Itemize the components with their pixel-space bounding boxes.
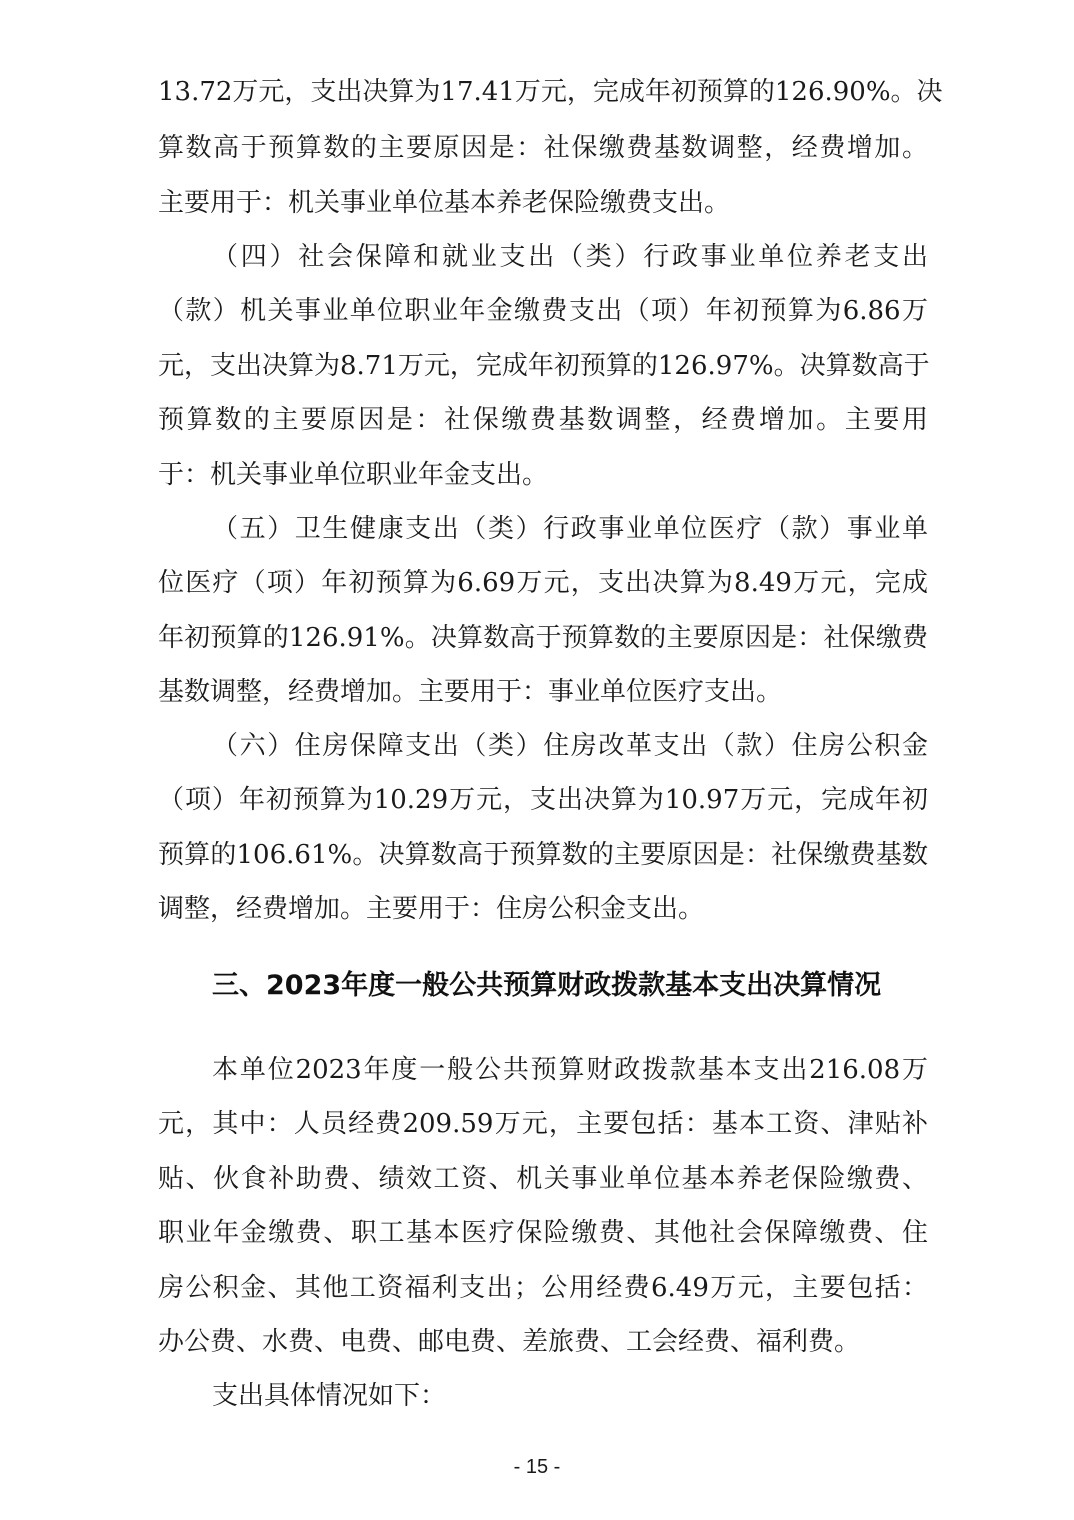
- paragraph-1-line-2: 算数高于预算数的主要原因是：社保缴费基数调整，经费增加。: [158, 133, 928, 163]
- paragraph-2-line-5: 于：机关事业单位职业年金支出。: [158, 460, 549, 490]
- paragraph-5-line-1: 本单位2023年度一般公共预算财政拨款基本支出216.08万: [212, 1055, 928, 1085]
- paragraph-3-line-2: 位医疗（项）年初预算为6.69万元，支出决算为8.49万元，完成: [158, 568, 928, 598]
- paragraph-5-line-6: 办公费、水费、电费、邮电费、差旅费、工会经费、福利费。: [158, 1327, 861, 1357]
- paragraph-5-line-2: 元，其中：人员经费209.59万元，主要包括：基本工资、津贴补: [158, 1109, 928, 1139]
- paragraph-2-line-2: （款）机关事业单位职业年金缴费支出（项）年初预算为6.86万: [158, 296, 928, 326]
- paragraph-4-line-4: 调整，经费增加。主要用于：住房公积金支出。: [158, 894, 705, 924]
- section-heading: 三、2023年度一般公共预算财政拨款基本支出决算情况: [212, 970, 882, 1001]
- paragraph-4-line-2: （项）年初预算为10.29万元，支出决算为10.97万元，完成年初: [158, 785, 928, 815]
- paragraph-2-line-3: 元，支出决算为8.71万元，完成年初预算的126.97%。决算数高于: [158, 351, 930, 381]
- paragraph-2-line-4: 预算数的主要原因是：社保缴费基数调整，经费增加。主要用: [158, 405, 928, 435]
- paragraph-1-line-3: 主要用于：机关事业单位基本养老保险缴费支出。: [158, 188, 731, 218]
- paragraph-5-line-5: 房公积金、其他工资福利支出；公用经费6.49万元，主要包括：: [158, 1273, 928, 1303]
- paragraph-3-line-1: （五）卫生健康支出（类）行政事业单位医疗（款）事业单: [212, 514, 928, 544]
- paragraph-6-line-1: 支出具体情况如下：: [212, 1381, 447, 1411]
- paragraph-1-line-1: 13.72万元，支出决算为17.41万元，完成年初预算的126.90%。决: [158, 77, 943, 107]
- page-number: - 15 -: [513, 1456, 561, 1478]
- paragraph-4-line-3: 预算的106.61%。决算数高于预算数的主要原因是：社保缴费基数: [158, 840, 928, 870]
- paragraph-3-line-4: 基数调整，经费增加。主要用于：事业单位医疗支出。: [158, 677, 783, 707]
- paragraph-4-line-1: （六）住房保障支出（类）住房改革支出（款）住房公积金: [212, 731, 928, 761]
- paragraph-5-line-4: 职业年金缴费、职工基本医疗保险缴费、其他社会保障缴费、住: [158, 1218, 928, 1248]
- paragraph-5-line-3: 贴、伙食补助费、绩效工资、机关事业单位基本养老保险缴费、: [158, 1164, 928, 1194]
- paragraph-2-line-1: （四）社会保障和就业支出（类）行政事业单位养老支出: [212, 242, 928, 272]
- paragraph-3-line-3: 年初预算的126.91%。决算数高于预算数的主要原因是：社保缴费: [158, 623, 928, 653]
